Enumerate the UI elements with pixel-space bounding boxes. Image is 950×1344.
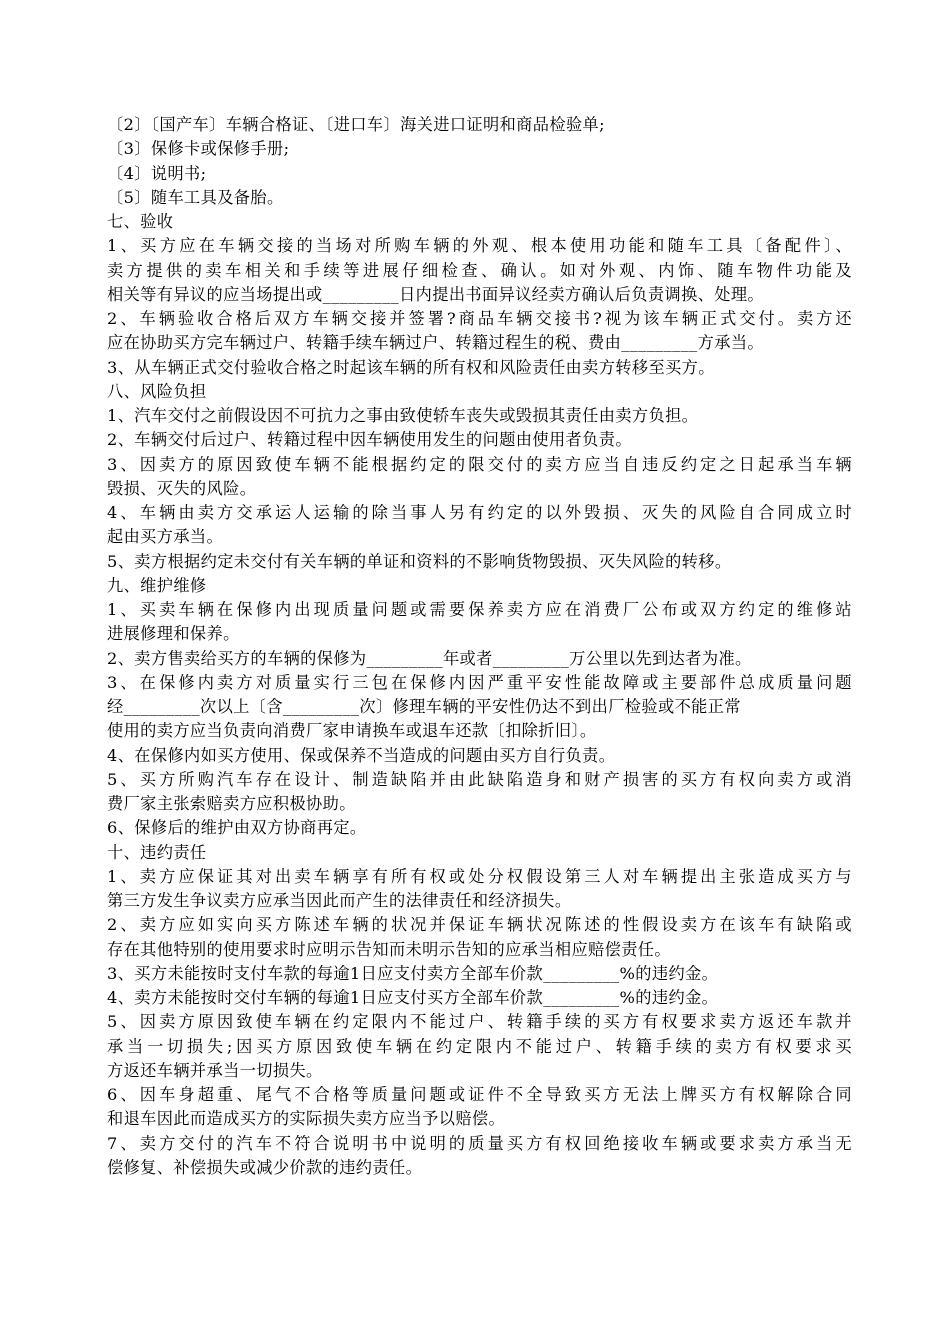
text-line: 存在其他特别的使用要求时应明示告知而未明示告知的应承当相应赔偿责任。 [107, 939, 671, 959]
text-line: 第三方发生争议卖方应承当因此而产生的法律责任和经济损失。 [107, 891, 572, 910]
text-line: 4、在保修内如买方使用、保或保养不当造成的问题由买方自行负责。 [107, 745, 616, 765]
text-line: 进展修理和保养。 [107, 624, 240, 644]
text-line: 毁损、灭失的风险。 [107, 478, 257, 498]
text-line: 7、卖方交付的汽车不符合说明书中说明的质量买方有权回绝接收车辆或要求卖方承当无 [107, 1133, 852, 1153]
text-line: 使用的卖方应当负责向消费厂家申请换车或退车还款〔扣除折旧〕。 [107, 721, 597, 741]
text-line: 方返还车辆并承当一切损失。 [107, 1060, 323, 1080]
text-line: 4、车辆由卖方交承运人运输的除当事人另有约定的以外毁损、灭失的风险自合同成立时 [107, 503, 852, 522]
text-line: 应在协助买方完车辆过户、转籍手续车辆过户、转籍过程生的税、费由_________方承当。 [107, 333, 765, 353]
text-line: 2、车辆交付后过户、转籍过程中因车辆使用发生的问题由使用者负责。 [107, 430, 632, 450]
text-line: 6、因车身超重、尾气不合格等质量问题或证件不全导致买方无法上牌买方有权解除合同 [107, 1085, 852, 1104]
text-line: 2、卖方售卖给买方的车辆的保修为_________年或者_________万公里以先到达者为准。 [107, 648, 752, 668]
text-line: 〔4〕说明书; [107, 163, 207, 183]
text-line: 起由买方承当。 [107, 527, 224, 547]
text-line: 〔5〕随车工具及备胎。 [107, 187, 284, 207]
section-heading: 七、验收 [107, 212, 174, 231]
text-line: 承当一切损失;因买方原因致使车辆在约定限内不能过户、转籍手续的卖方有权要求买 [107, 1036, 852, 1056]
text-line: 5、买方所购汽车存在设计、制造缺陷并由此缺陷造身和财产损害的买方有权向卖方或消 [107, 769, 852, 789]
text-line: 4、卖方未能按时交付车辆的每逾1日应支付买方全部车价款_________%的违约金。 [107, 988, 719, 1007]
section-heading: 九、维护维修 [107, 575, 207, 595]
section-heading: 十、违约责任 [107, 842, 207, 862]
text-line: 〔2〕〔国产车〕车辆合格证、〔进口车〕海关进口证明和商品检验单; [107, 115, 605, 134]
text-line: 2、卖方应如实向买方陈述车辆的状况并保证车辆状况陈述的性假设卖方在该车有缺陷或 [107, 915, 852, 935]
text-line: 卖方提供的卖车相关和手续等进展仔细检查、确认。如对外观、内饰、随车物件功能及 [107, 260, 852, 280]
text-line: 3、买方未能按时支付车款的每逾1日应支付卖方全部车价款_________%的违约金。 [107, 963, 719, 983]
text-line: 3、从车辆正式交付验收合格之时起该车辆的所有权和风险责任由卖方转移至买方。 [107, 357, 715, 377]
text-line: 偿修复、补偿损失或减少价款的违约责任。 [107, 1157, 423, 1177]
text-line: 6、保修后的维护由双方协商再定。 [107, 818, 367, 838]
text-line: 1、买卖车辆在保修内出现质量问题或需要保养卖方应在消费厂公布或双方约定的维修站 [107, 600, 852, 619]
text-line: 和退车因此而造成买方的实际损失卖方应当予以赔偿。 [107, 1109, 506, 1129]
text-line: 5、因卖方原因致使车辆在约定限内不能过户、转籍手续的买方有权要求卖方返还车款并 [107, 1012, 852, 1032]
text-line: 2、车辆验收合格后双方车辆交接并签署?商品车辆交接书?视为该车辆正式交付。卖方还 [107, 309, 852, 328]
section-heading: 八、风险负担 [107, 381, 207, 401]
text-line: 3、在保修内卖方对质量实行三包在保修内因严重平安性能故障或主要部件总成质量问题 [107, 672, 852, 692]
text-line: 经_________次以上〔含_________次〕修理车辆的平安性仍达不到出厂检验或不能正常 [107, 697, 741, 716]
text-line: 5、卖方根据约定未交付有关车辆的单证和资料的不影响货物毁损、灭失风险的转移。 [107, 551, 732, 571]
text-line: 费厂家主张索赔卖方应积极协助。 [107, 794, 356, 813]
text-line: 3、因卖方的原因致使车辆不能根据约定的限交付的卖方应当自违反约定之日起承当车辆 [107, 454, 852, 474]
text-line: 〔3〕保修卡或保修手册; [107, 139, 290, 159]
text-line: 1、卖方应保证其对出卖车辆享有所有权或处分权假设第三人对车辆提出主张造成买方与 [107, 866, 852, 886]
text-line: 1、汽车交付之前假设因不可抗力之事由致使轿车丧失或毁损其责任由卖方负担。 [107, 406, 699, 425]
document-body [107, 113, 852, 1180]
text-line: 相关等有异议的应当场提出或_________日内提出书面异议经卖方确认后负责调换、处理。 [107, 284, 765, 304]
text-line: 1、买方应在车辆交接的当场对所购车辆的外观、根本使用功能和随车工具〔备配件〕、 [107, 236, 852, 256]
